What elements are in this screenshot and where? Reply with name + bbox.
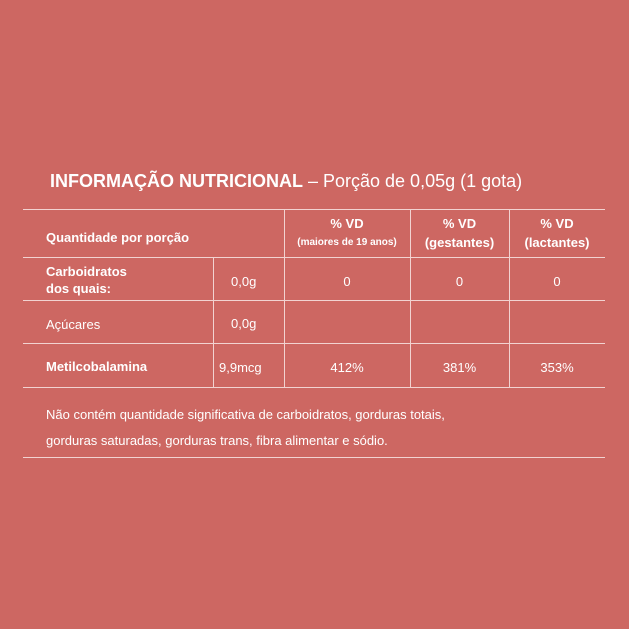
header-col-lactating: (lactantes)	[524, 235, 590, 250]
row-b12-bottom-rule	[23, 387, 605, 388]
title-main: INFORMAÇÃO NUTRICIONAL	[50, 171, 303, 191]
header-bottom-rule	[23, 257, 605, 258]
header-portion-label: Quantidade por porção	[46, 230, 190, 245]
nutrition-table	[23, 209, 605, 458]
footnote-line-1: Não contém quantidade significativa de carboidratos, gorduras totais,	[46, 407, 445, 422]
row-sugar-bottom-rule	[23, 343, 605, 344]
row-carb-vd-pregnant: 0	[455, 274, 464, 289]
footnote-line-2: gorduras saturadas, gorduras trans, fibra alimentar e sódio.	[46, 433, 388, 448]
row-b12-vd-lactating: 353%	[540, 360, 574, 375]
row-carb-name-line2: dos quais:	[46, 281, 112, 296]
footnote	[46, 402, 445, 454]
row-carb-name-line1: Carboidratos	[46, 264, 127, 279]
col-rule-amount	[213, 257, 214, 387]
row-carb-amount: 0,0g	[231, 274, 257, 289]
row-carb-bottom-rule	[23, 300, 605, 301]
nutrition-title	[50, 171, 522, 192]
row-sugar-amount: 0,0g	[231, 316, 257, 331]
header-col-adults: (maiores de 19 anos)	[297, 237, 397, 248]
row-b12-vd-adults: 412%	[330, 360, 364, 375]
table-top-rule	[23, 209, 605, 210]
row-carb-vd-lactating: 0	[553, 274, 561, 289]
title-portion: – Porção de 0,05g (1 gota)	[302, 171, 523, 191]
row-b12-amount: 9,9mcg	[219, 360, 262, 375]
header-vd-adults: % VD	[330, 216, 364, 231]
header-col-pregnant: (gestantes)	[424, 235, 495, 250]
row-b12-vd-pregnant: 381%	[442, 360, 477, 375]
header-vd-lactating: % VD	[540, 216, 574, 231]
row-sugar-name: Açúcares	[46, 317, 101, 332]
row-b12-name: Metilcobalamina	[46, 359, 148, 374]
row-carb-vd-adults: 0	[343, 274, 351, 289]
header-vd-pregnant: % VD	[442, 216, 477, 231]
table-bottom-rule	[23, 457, 605, 458]
